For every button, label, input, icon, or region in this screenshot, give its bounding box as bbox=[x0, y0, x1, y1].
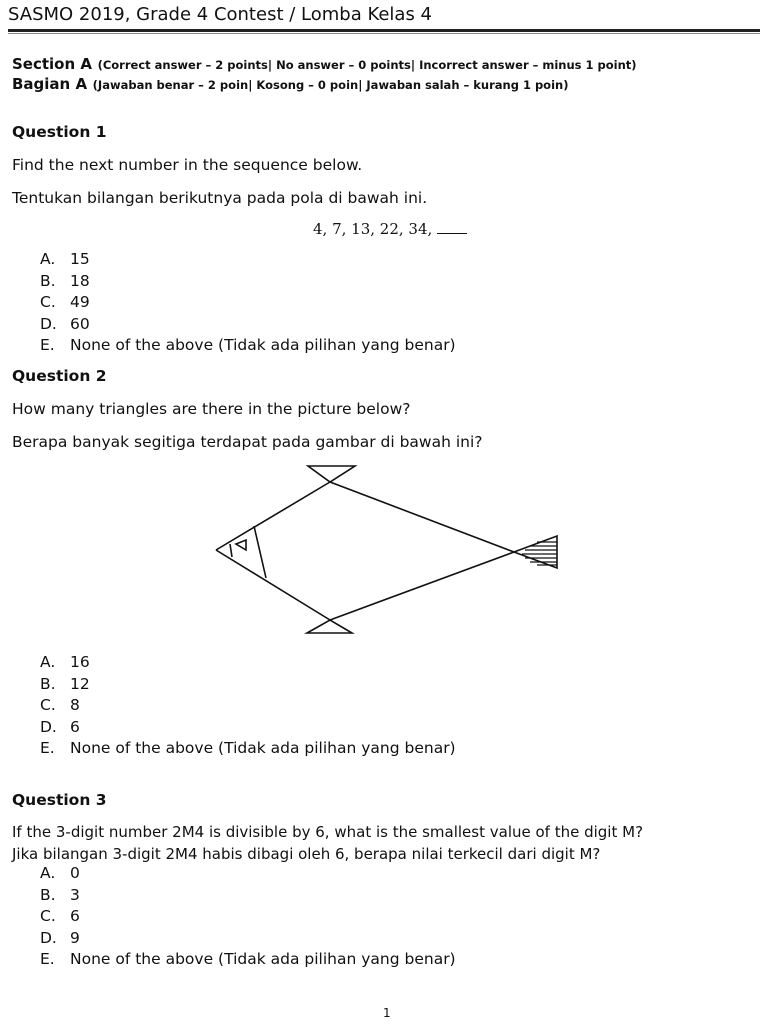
option-d: D. 60 bbox=[40, 314, 90, 333]
option-c: C. 8 bbox=[40, 696, 80, 714]
question-1-prompt-indonesian: Tentukan bilangan berikutnya pada pola di bawah ini. bbox=[12, 189, 428, 207]
option-a: A. 0 bbox=[40, 864, 80, 882]
question-3-prompt-indonesian: Jika bilangan 3-digit 2M4 habis dibagi oleh 6, berapa nilai terkecil dari digit M? bbox=[12, 845, 601, 863]
question-1-options bbox=[40, 249, 456, 357]
question-3-options bbox=[40, 863, 456, 971]
tail-triangle bbox=[514, 536, 557, 568]
option-c: C. 49 bbox=[40, 293, 90, 311]
option-b: B. 18 bbox=[40, 271, 90, 290]
section-a-english bbox=[12, 54, 637, 73]
option-b: B. 3 bbox=[40, 885, 80, 904]
question-2-title: Question 2 bbox=[12, 367, 107, 385]
mouth-line bbox=[230, 544, 232, 557]
option-e: E. None of the above (Tidak ada pilihan yang benar) bbox=[40, 739, 456, 757]
bottom-fin-triangle bbox=[307, 620, 352, 633]
top-fin-triangle bbox=[308, 466, 355, 482]
section-scoring-rules: (Correct answer – 2 points| No answer – 0 points| Incorrect answer – minus 1 point) bbox=[97, 58, 637, 72]
question-2-options bbox=[40, 652, 456, 760]
question-2-prompt-indonesian: Berapa banyak segitiga terdapat pada gambar di bawah ini? bbox=[12, 433, 483, 451]
eye-triangle bbox=[236, 540, 246, 550]
tail-stripes bbox=[522, 542, 557, 565]
option-d: D. 9 bbox=[40, 928, 80, 947]
option-a: A. 15 bbox=[40, 250, 90, 268]
option-e: E. None of the above (Tidak ada pilihan yang benar) bbox=[40, 950, 456, 968]
header-divider-thin bbox=[8, 33, 760, 34]
head-line bbox=[254, 526, 266, 578]
option-a: A. 16 bbox=[40, 653, 90, 671]
option-c: C. 6 bbox=[40, 907, 80, 925]
number-sequence bbox=[313, 220, 467, 238]
body-lower-left-edge bbox=[216, 550, 330, 620]
question-1-prompt-english: Find the next number in the sequence below. bbox=[12, 156, 363, 174]
body-lower-right-edge bbox=[330, 552, 514, 620]
question-3-prompt-english: If the 3-digit number 2M4 is divisible by 6, what is the smallest value of the digit M? bbox=[12, 823, 644, 841]
section-label: Section A bbox=[12, 55, 92, 73]
section-label: Bagian A bbox=[12, 75, 88, 93]
section-scoring-rules: (Jawaban benar – 2 poin| Kosong – 0 poin| Jawaban salah – kurang 1 poin) bbox=[92, 78, 569, 92]
answer-blank bbox=[437, 232, 467, 234]
header-divider bbox=[8, 29, 760, 32]
option-e: E. None of the above (Tidak ada pilihan yang benar) bbox=[40, 336, 456, 354]
question-1-title: Question 1 bbox=[12, 123, 107, 141]
sequence-terms: 4, 7, 13, 22, 34, bbox=[313, 220, 438, 238]
page-number: 1 bbox=[383, 1006, 391, 1020]
fish-triangles-figure bbox=[212, 460, 562, 640]
body-upper-right-edge bbox=[330, 482, 514, 552]
section-a-indonesian bbox=[12, 74, 568, 93]
page-title: SASMO 2019, Grade 4 Contest / Lomba Kelas 4 bbox=[8, 4, 433, 25]
option-b: B. 12 bbox=[40, 674, 90, 693]
question-2-prompt-english: How many triangles are there in the picture below? bbox=[12, 400, 411, 418]
body-upper-left-edge bbox=[216, 482, 330, 550]
question-3-title: Question 3 bbox=[12, 791, 107, 809]
option-d: D. 6 bbox=[40, 717, 80, 736]
